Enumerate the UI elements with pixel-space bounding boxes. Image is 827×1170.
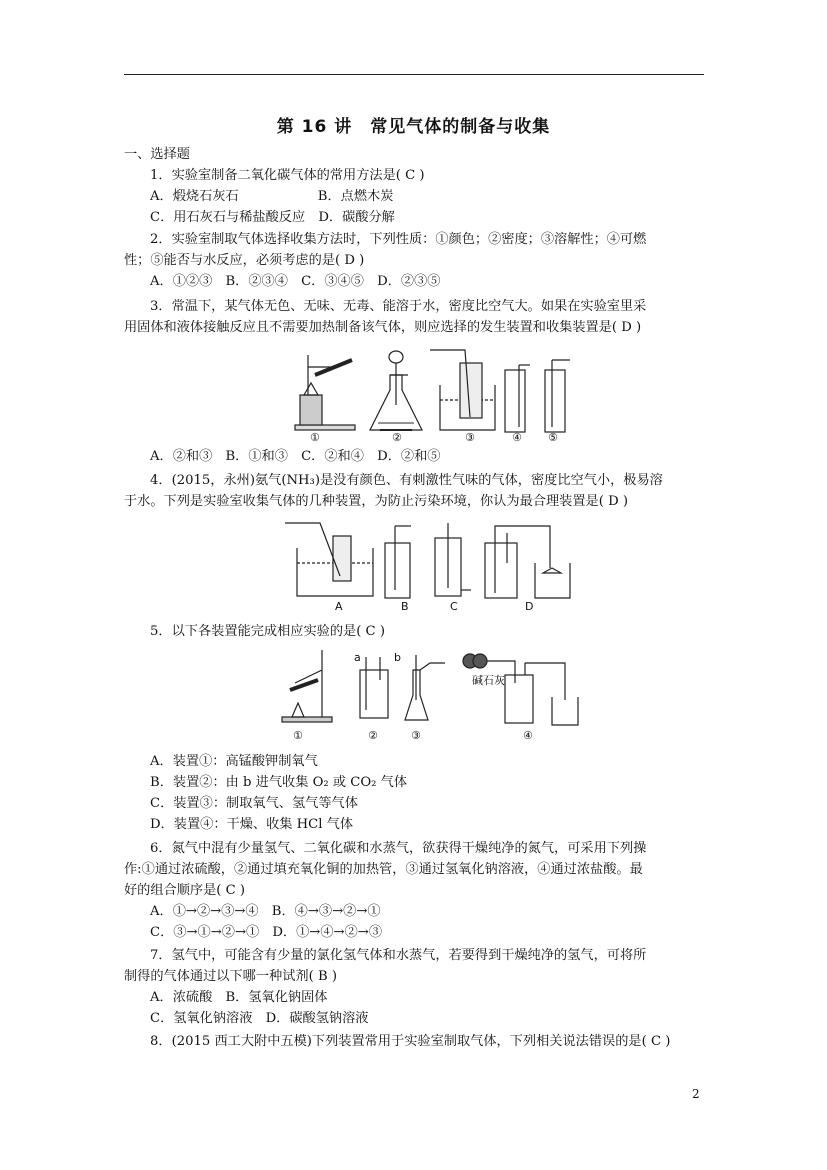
q7-options-ab: A．浓硫酸 B．氢氧化钠固体 [150, 990, 328, 1005]
q6-options-ab: A．①→②→③→④ B．④→③→②→① [150, 904, 381, 919]
q3-label-5: ⑤ [548, 431, 558, 444]
page-number: 2 [692, 1087, 700, 1101]
q5-stem: 5．以下各装置能完成相应实验的是( C ) [150, 624, 385, 639]
q3-stem-line1: 3．常温下，某气体无色、无味、无毒、能溶于水，密度比空气大。如果在实验室里采 [150, 299, 647, 314]
q7-options-cd: C．氢氧化钠溶液 D．碳酸氢钠溶液 [150, 1011, 369, 1026]
q5-label-1: ① [293, 729, 303, 742]
q5-option-c: C．装置③：制取氧气、氢气等气体 [150, 796, 358, 811]
q4-stem-line1: 4．(2015，永州)氨气(NH₃)是没有颜色、有刺激性气味的气体，密度比空气小，极易溶 [150, 473, 663, 488]
q2-options: A．①②③ B．②③④ C．③④⑤ D．②③⑤ [150, 274, 441, 289]
q5-apparatus-figure [280, 645, 590, 727]
q5-label-4: ④ [523, 729, 533, 742]
q1-options-cd: C．用石灰石与稀盐酸反应 D．碳酸分解 [150, 210, 395, 225]
q6-stem-line2: 作:①通过浓硫酸，②通过填充氧化铜的加热管，③通过氢氧化钠溶液，④通过浓盐酸。最 [124, 862, 643, 877]
q5-label-3: ③ [411, 729, 421, 742]
q5-lime-label: 碱石灰 [472, 674, 505, 687]
q3-label-1: ① [310, 431, 320, 444]
section-heading: 一、选择题 [124, 147, 190, 162]
q5-label-b-tube: b [394, 651, 401, 664]
q5-option-a: A．装置①：高锰酸钾制氧气 [150, 754, 318, 769]
q5-option-b: B．装置②：由 b 进气收集 O₂ 或 CO₂ 气体 [150, 775, 408, 790]
q4-label-b: B [401, 600, 409, 613]
q5-label-2: ② [368, 729, 378, 742]
q4-label-a: A [335, 600, 343, 613]
q8-stem: 8．(2015 西工大附中五模)下列装置常用于实验室制取气体，下列相关说法错误的是( C ) [150, 1034, 671, 1049]
q7-stem-line2: 制得的气体通过以下哪一种试剂( B ) [124, 969, 337, 984]
q7-stem-line1: 7．氢气中，可能含有少量的氯化氢气体和水蒸气，若要得到干燥纯净的氢气，可将所 [150, 948, 647, 963]
q3-apparatus-figure [290, 345, 590, 445]
q1-options-ab: A．煅烧石灰石 B．点燃木炭 [150, 189, 394, 204]
q3-label-2: ② [392, 431, 402, 444]
q6-stem-line1: 6．氮气中混有少量氢气、二氧化碳和水蒸气，欲获得干燥纯净的氮气，可采用下列操 [150, 841, 647, 856]
q3-label-3: ③ [465, 431, 475, 444]
q3-label-4: ④ [512, 431, 522, 444]
q2-stem-line2: 性；⑤能否与水反应，必须考虑的是( D ) [124, 253, 365, 268]
q5-option-d: D．装置④：干燥、收集 HCl 气体 [150, 817, 354, 832]
q2-stem-line1: 2．实验室制取气体选择收集方法时，下列性质：①颜色；②密度；③溶解性；④可燃 [150, 232, 647, 247]
q5-label-a-tube: a [354, 651, 361, 664]
q4-apparatus-figure [285, 518, 585, 600]
q6-stem-line3: 好的组合顺序是( C ) [124, 883, 246, 898]
q4-label-d: D [525, 600, 534, 613]
q3-options: A．②和③ B．①和③ C．②和④ D．②和⑤ [150, 449, 441, 464]
q1-stem: 1．实验室制备二氧化碳气体的常用方法是( C ) [150, 168, 425, 183]
q6-options-cd: C．③→①→②→① D．①→④→②→③ [150, 925, 383, 940]
q4-stem-line2: 于水。下列是实验室收集气体的几种装置，为防止污染环境，你认为最合理装置是( D ) [124, 494, 628, 509]
q4-label-c: C [450, 600, 458, 613]
header-rule [124, 74, 704, 75]
page-title: 第 16 讲 常见气体的制备与收集 [276, 117, 551, 137]
q3-stem-line2: 用固体和液体接触反应且不需要加热制备该气体，则应选择的发生装置和收集装置是( D ) [124, 320, 642, 335]
